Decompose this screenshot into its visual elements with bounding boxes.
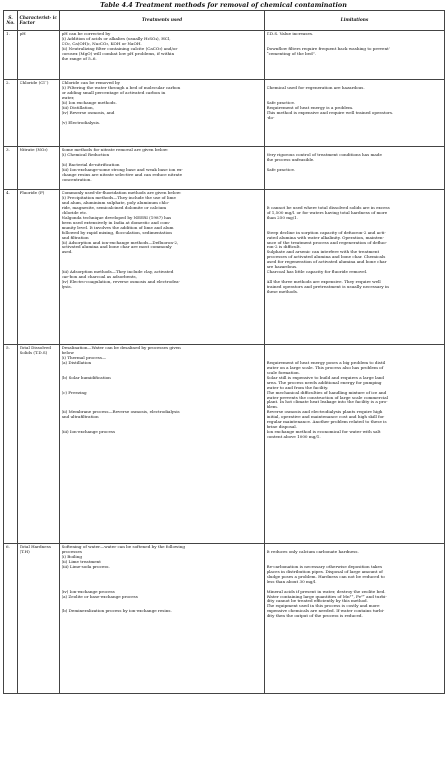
treatments-cell	[60, 80, 265, 147]
limitations-line: Requirement of heat energy is a problem.	[266, 105, 354, 110]
header-treatments: Treatments used	[60, 11, 265, 31]
limitations-line: expensive chemicals are needed. If water contains turbi-	[266, 609, 385, 614]
factor-cell	[18, 345, 60, 544]
sno-cell: 3.	[4, 147, 18, 190]
treatments-line: (i) Filtering the water through a bed of molecular carbon	[61, 85, 181, 90]
treatments-line: concentration.	[61, 177, 92, 182]
limitations-line: Safe practice.	[266, 167, 296, 172]
table-row	[4, 190, 445, 345]
table-body	[4, 31, 445, 694]
factor-line: Nitrate (NO₃)	[19, 148, 48, 152]
factor-cell	[18, 31, 60, 80]
treatments-line: car-bon and charcoal as adsorbents,	[61, 275, 137, 280]
treatments-line: and filtration	[61, 235, 89, 240]
limitations-line: content above 1000 mg/1.	[266, 435, 321, 440]
limitations-line: Steep decline in sorption capacity of defuoron-2 and acti-	[266, 230, 386, 235]
table-row	[4, 345, 445, 544]
limitations-line: Downflow filters require frequent back washing to prevent’	[266, 46, 391, 51]
table-header	[4, 11, 445, 31]
header-factor: Characterist- ic Factor	[18, 11, 60, 31]
treatments-line: (i) Thermal process—	[61, 355, 107, 360]
factor-line: (T.H)	[19, 549, 30, 554]
treatments-line: (iii) Ion-exchange process	[61, 430, 116, 435]
sno-cell: 5.	[4, 345, 18, 544]
treatments-line: (iii) Adsorption methods—They include clay, activated	[61, 270, 174, 275]
limitations-line: This method is expensive and require well trained operators.	[266, 110, 394, 115]
limitations-line: sludge poses a problem. Hardness can not be reduced to	[266, 574, 385, 579]
limitations-line: regular maintenance. Another problem related to these is	[266, 420, 387, 425]
treatments-cell	[60, 31, 265, 80]
treatments-line: Softening of water—water can be softened by the following	[61, 545, 185, 549]
treatments-cell	[60, 190, 265, 345]
treatments-line: (c) Freezing	[61, 390, 87, 395]
treatments-line: ride, magnesite, semicalcined dolomite or calcium	[61, 205, 167, 210]
treatments-line: Commonly used-de-fluoridation methods are given below:	[61, 191, 182, 195]
limitations-line: dity cannot be treated efficiently by this method.	[266, 599, 368, 604]
treatments-line: and ultrafiltration	[61, 415, 99, 420]
limitations-line: trained operators and pretreatment is usually necessary in	[266, 285, 389, 290]
factor-line: Total Dissolved	[19, 346, 51, 350]
treatments-line: (ii) Neutralizing filter containing calcite (CaCO₃) and/or	[61, 46, 178, 51]
limitations-line: plant. In hot climate heat leakage into the facility is a pro-	[266, 400, 388, 405]
limitations-line: less than about 30 mg/l.	[266, 579, 317, 584]
limitations-line: T.D.S. Value increases.	[266, 32, 314, 36]
treatments-cell	[60, 544, 265, 694]
treatments-line: (iv) Reverse osmosis, and	[61, 110, 115, 115]
factor-line: Total Hardness	[19, 545, 51, 549]
treatments-line: been used extensively in India at domestic and com-	[61, 220, 171, 225]
limitations-line: these methods.	[266, 290, 299, 295]
treatments-line: water,	[61, 95, 75, 100]
limitations-line: Charcoal has little capacity for fluoride removel.	[266, 270, 368, 275]
treatments-line: used.	[61, 250, 73, 255]
limitations-line: Mineral acids if present in water, destroy the zeolite bed.	[266, 589, 386, 594]
limitations-line: initial, operative and maintenance cost and high skill for	[266, 415, 385, 420]
header-sno: S. No.	[4, 11, 18, 31]
treatments-line: or adding small percentage of activated carbon in	[61, 90, 166, 95]
treatments-line: activated alumina and bone char are most commonly	[61, 245, 172, 250]
treatments-line: (ii) Lime treatment	[61, 559, 101, 564]
limitations-cell	[265, 345, 445, 544]
limitations-line: water on a large scale. This process also has problem of	[266, 365, 384, 370]
limitations-line: vated alumina with water alkalinity. Operation, mainten-	[266, 235, 384, 240]
treatments-line: (i) Precipitation methods—They include the use of lime	[61, 195, 176, 200]
treatments-line: Chloride can be removed by	[61, 81, 120, 85]
factor-cell	[18, 190, 60, 345]
treatments-line: corosex (MgO) will combat low pH problems, if within	[61, 51, 175, 56]
limitations-line: scale formation.	[266, 370, 300, 375]
treatments-line: (ii) Membrane process—Reverse osmosis, electrodialysis	[61, 410, 180, 415]
limitations-line: “cementing of the bed”.	[266, 51, 317, 56]
limitations-line: brine disposal.	[266, 425, 298, 430]
header-limitations: Limitations	[265, 11, 445, 31]
treatments-cell	[60, 147, 265, 190]
limitations-cell	[265, 190, 445, 345]
treatments-line: and alum, aluminium sulphate, poly aluminum chlo-	[61, 200, 170, 205]
treatments-line: (ii) Bacterial de-nitrification	[61, 162, 120, 167]
sno-cell: 6.	[4, 544, 18, 694]
limitations-cell	[265, 147, 445, 190]
treatments-line: (i) Boiling	[61, 554, 82, 559]
treatments-line: CO₂, Ca(OH)₂, Na₂CO₃, KOH or NaOH.	[61, 41, 142, 46]
sno-cell: 2.	[4, 80, 18, 147]
limitations-line: Water containing large quantities of Mn²⁺, Fe²⁺ and turbi-	[266, 594, 387, 599]
treatments-line: (i) Chemical Reduction	[61, 152, 110, 157]
treatments-line: change resins are nitrate selective and can reduce nitrate	[61, 172, 183, 177]
limitations-line: The equipment used in this process is costly and more	[266, 604, 380, 609]
limitations-line: It cannot be used where total dissolved solids are in excess	[266, 205, 390, 210]
treatments-line: (ii) Ion exchange methods.	[61, 100, 117, 105]
treatments-line: pH can be corrected by	[61, 32, 111, 36]
limitations-line: -do-	[266, 115, 275, 120]
treatments-line: munity level. It involves the addition of lime and alum	[61, 225, 174, 230]
sno-cell: 4.	[4, 190, 18, 345]
limitations-line: used for regeneration of activated alumina and bone char	[266, 260, 387, 265]
treatments-line: followed by rapid mixing, flocculation, sedimentation	[61, 230, 172, 235]
treatments-line: (b) Solar humidification	[61, 375, 111, 380]
table-title: Table 4.4 Treatment methods for removal of chemical contamination	[100, 1, 347, 9]
limitations-line: Safe practice.	[266, 100, 296, 105]
limitations-line: Re-carbonation is necessary otherwise deposition takes	[266, 564, 383, 569]
factor-line: Fluoride (F)	[19, 191, 45, 195]
treatments-line: the range of 5–6.	[61, 56, 97, 61]
limitations-line: of 1,500 mg/l. or for waters having total hardness of more	[266, 210, 388, 215]
limitations-line: places in distribution pipes. Disposal of large amount of	[266, 569, 383, 574]
limitations-line: The mechanical difficulties of handling mixture of ice and	[266, 390, 387, 395]
limitations-cell	[265, 31, 445, 80]
treatments-line: (iv) Ion-exchange process	[61, 589, 115, 594]
limitations-line: Ion exchange method is economical for water with salt	[266, 430, 381, 435]
limitations-line: Chemical used for regeneration are hazardous.	[266, 85, 365, 90]
limitations-cell	[265, 544, 445, 694]
treatments-line: (a) Distillation	[61, 360, 92, 365]
limitations-line: Sulphate and arsenic can interfere with the treatment	[266, 250, 380, 255]
treatments-line: (iv) Electro-coagulation, reverse osmosis and electrodea-	[61, 280, 180, 285]
treatments-line: Desalination—Water can be desalined by processes given	[61, 346, 181, 350]
limitations-line: water prevents the construction of large scale commercial	[266, 395, 389, 400]
limitations-line: blem.	[266, 405, 279, 410]
table-row	[4, 147, 445, 190]
limitations-line: All the three methods are expensive. They require well	[266, 280, 381, 285]
limitations-line: Very rigorous control of treatment conditions has made	[266, 152, 382, 157]
sno-cell: 1.	[4, 31, 18, 80]
limitations-line: ance of the treatment process and regeneration of defluo-	[266, 240, 387, 245]
treatments-line: Nalgonda technique developed by NEERI (1987) has	[61, 215, 172, 220]
treatment-methods-table	[3, 10, 445, 694]
table-row	[4, 31, 445, 80]
factor-line: Chloride (Cl⁻)	[19, 81, 49, 85]
treatments-line: (v) Electrodialysis.	[61, 120, 101, 125]
treatments-line: (iii) Distillation,	[61, 105, 94, 110]
factor-line: Solids (T.D.S)	[19, 350, 48, 355]
factor-cell	[18, 80, 60, 147]
limitations-line: processes of activated alumina and bone char. Chemicals	[266, 255, 386, 260]
treatments-line: processes	[61, 549, 82, 554]
limitations-line: dity then the output of the process is reduced.	[266, 614, 363, 619]
treatments-line: (b) Demineralization process by ion-exchange resins.	[61, 609, 172, 614]
treatments-line: (i) Addition of acids or alkalies (usually H₂SO₄), HCl,	[61, 36, 171, 41]
table-row	[4, 80, 445, 147]
factor-cell	[18, 544, 60, 694]
table-row	[4, 544, 445, 694]
treatments-line: (ii) Adsorption and ion-exchange methods—Defluoron-2,	[61, 240, 179, 245]
treatments-line: lysis.	[61, 285, 72, 290]
limitations-line: are hazardous.	[266, 265, 298, 270]
limitations-line: the process unfeasible.	[266, 157, 315, 162]
factor-cell	[18, 147, 60, 190]
limitations-cell	[265, 80, 445, 147]
treatments-cell	[60, 345, 265, 544]
limitations-line: than 250 mg/1.	[266, 215, 299, 220]
limitations-line: ron-2 is difficult.	[266, 245, 301, 250]
factor-line: pH	[19, 32, 26, 36]
treatments-line: (iii) Lime-soda process.	[61, 564, 110, 569]
treatments-line: (iii) Ion-exchange-some strong base and weak base ion ex-	[61, 167, 183, 172]
treatments-line: (a) Zeolite or base-exchange process	[61, 594, 138, 599]
limitations-line: water to and from the facility.	[266, 385, 329, 390]
limitations-line: area. The process needs additional energy for pumping	[266, 380, 382, 385]
limitations-line: Requirement of heat energy poses a big problem to distil	[266, 360, 386, 365]
treatments-line: chloride etc.	[61, 210, 88, 215]
treatments-line: Some methods for nitrate removal are given below:	[61, 148, 169, 152]
limitations-line: Solar still is expensive to build and requires a large land	[266, 375, 385, 380]
treatments-line: below	[61, 350, 74, 355]
limitations-line: It reduces only calcium carbonate hardness.	[266, 549, 359, 554]
limitations-line: Reverse osmosis and electrodialysis plants require high	[266, 410, 383, 415]
